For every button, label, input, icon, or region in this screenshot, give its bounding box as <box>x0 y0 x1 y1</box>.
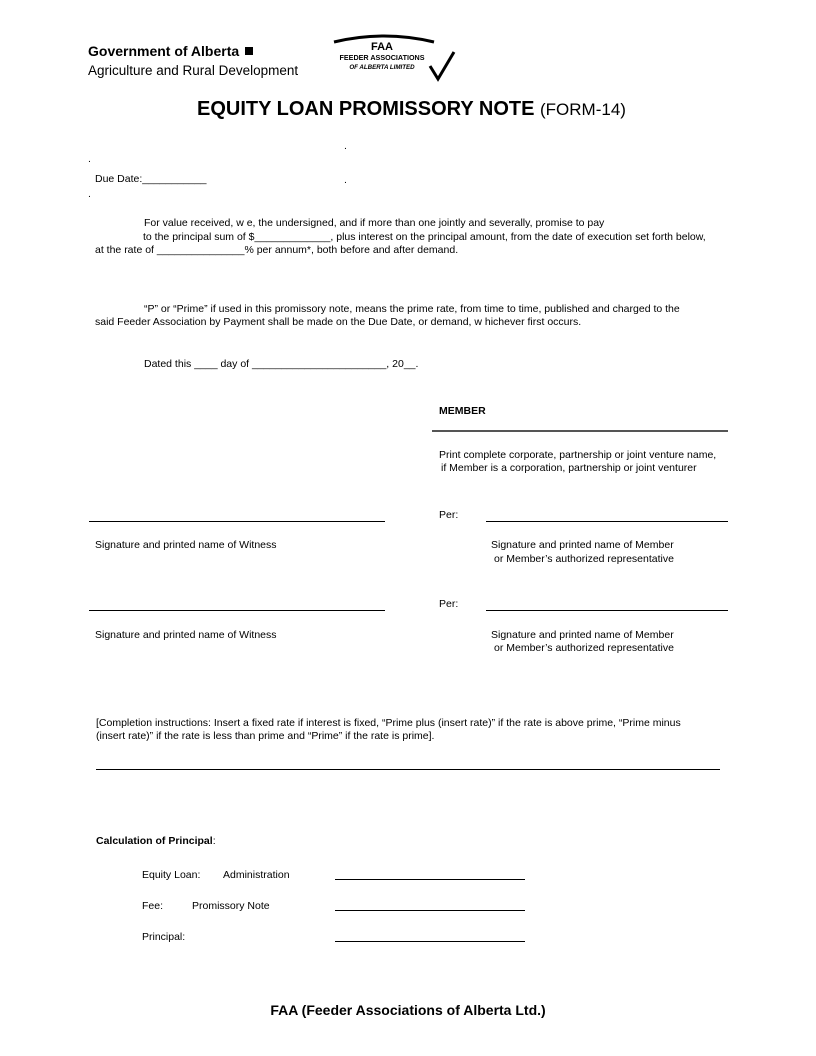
member-instructions-2: if Member is a corporation, partnership or joint venturer <box>441 462 697 474</box>
check-icon <box>430 52 454 79</box>
instructions-line-2: (insert rate)” if the rate is less than prime and “Prime” if the rate is prime]. <box>96 730 435 742</box>
dot: . <box>344 174 347 186</box>
member-caption-a: Signature and printed name of Member <box>491 539 674 551</box>
principal-amount-line <box>335 941 525 942</box>
due-date: Due Date:___________ <box>95 173 207 185</box>
paragraph-1-line-3: at the rate of _______________% per annum*, both before and after demand. <box>95 244 459 256</box>
administration-label: Administration <box>223 869 290 881</box>
gov-name: Government of Alberta <box>88 43 253 59</box>
member-label: MEMBER <box>439 405 486 417</box>
witness-caption: Signature and printed name of Witness <box>95 539 277 551</box>
logo-initials: FAA <box>371 41 393 53</box>
per-label: Per: <box>439 509 459 521</box>
fee-amount-line <box>335 910 525 911</box>
logo-line1: FEEDER ASSOCIATIONS <box>339 53 425 62</box>
per-label: Per: <box>439 598 459 610</box>
member-caption-a: Signature and printed name of Member <box>491 629 674 641</box>
calculation-heading: Calculation of Principal: <box>96 835 216 847</box>
faa-logo <box>330 32 458 84</box>
page-footer: FAA (Feeder Associations of Alberta Ltd.) <box>270 1002 546 1018</box>
equity-loan-label: Equity Loan: <box>142 869 201 881</box>
witness-signature-line <box>89 521 385 522</box>
administration-amount-line <box>335 879 525 880</box>
dot: . <box>88 188 91 200</box>
member-signature-line <box>486 610 728 611</box>
member-name-line <box>432 430 728 432</box>
member-signature-line <box>486 521 728 522</box>
paragraph-1-line-2: to the principal sum of $_____________, plus interest on the principal amount, from the date of execution set forth below, <box>143 231 706 243</box>
member-caption-b: or Member’s authorized representative <box>494 553 674 565</box>
divider <box>96 769 720 770</box>
logo-line2: OF ALBERTA LIMITED <box>349 64 415 71</box>
dated-line: Dated this ____ day of _______________________, 20__. <box>144 358 419 370</box>
paragraph-1-line-1: For value received, w e, the undersigned, and if more than one jointly and severally, promise to pay <box>144 217 605 229</box>
square-icon <box>245 47 253 55</box>
paragraph-2-line-2: said Feeder Association by Payment shall be made on the Due Date, or demand, w hichever first occurs. <box>95 316 582 328</box>
fee-label: Fee: <box>142 900 164 912</box>
page-title: EQUITY LOAN PROMISSORY NOTE (FORM-14) <box>197 98 626 120</box>
dot: . <box>344 140 347 152</box>
witness-caption: Signature and printed name of Witness <box>95 629 277 641</box>
instructions-line-1: [Completion instructions: Insert a fixed rate if interest is fixed, “Prime plus (insert rate)” if the rate is above prime, “Prime minus <box>96 717 681 729</box>
member-caption-b: or Member’s authorized representative <box>494 642 674 654</box>
paragraph-2-line-1: “P” or “Prime” if used in this promissory note, means the prime rate, from time to time, published and charged to the <box>144 303 680 315</box>
gov-dept: Agriculture and Rural Development <box>88 63 299 78</box>
promissory-note-label: Promissory Note <box>192 900 270 912</box>
form-number: (FORM-14) <box>540 100 626 119</box>
witness-signature-line <box>89 610 385 611</box>
principal-label: Principal: <box>142 931 186 943</box>
dot: . <box>88 153 91 165</box>
member-instructions-1: Print complete corporate, partnership or joint venture name, <box>439 449 717 461</box>
